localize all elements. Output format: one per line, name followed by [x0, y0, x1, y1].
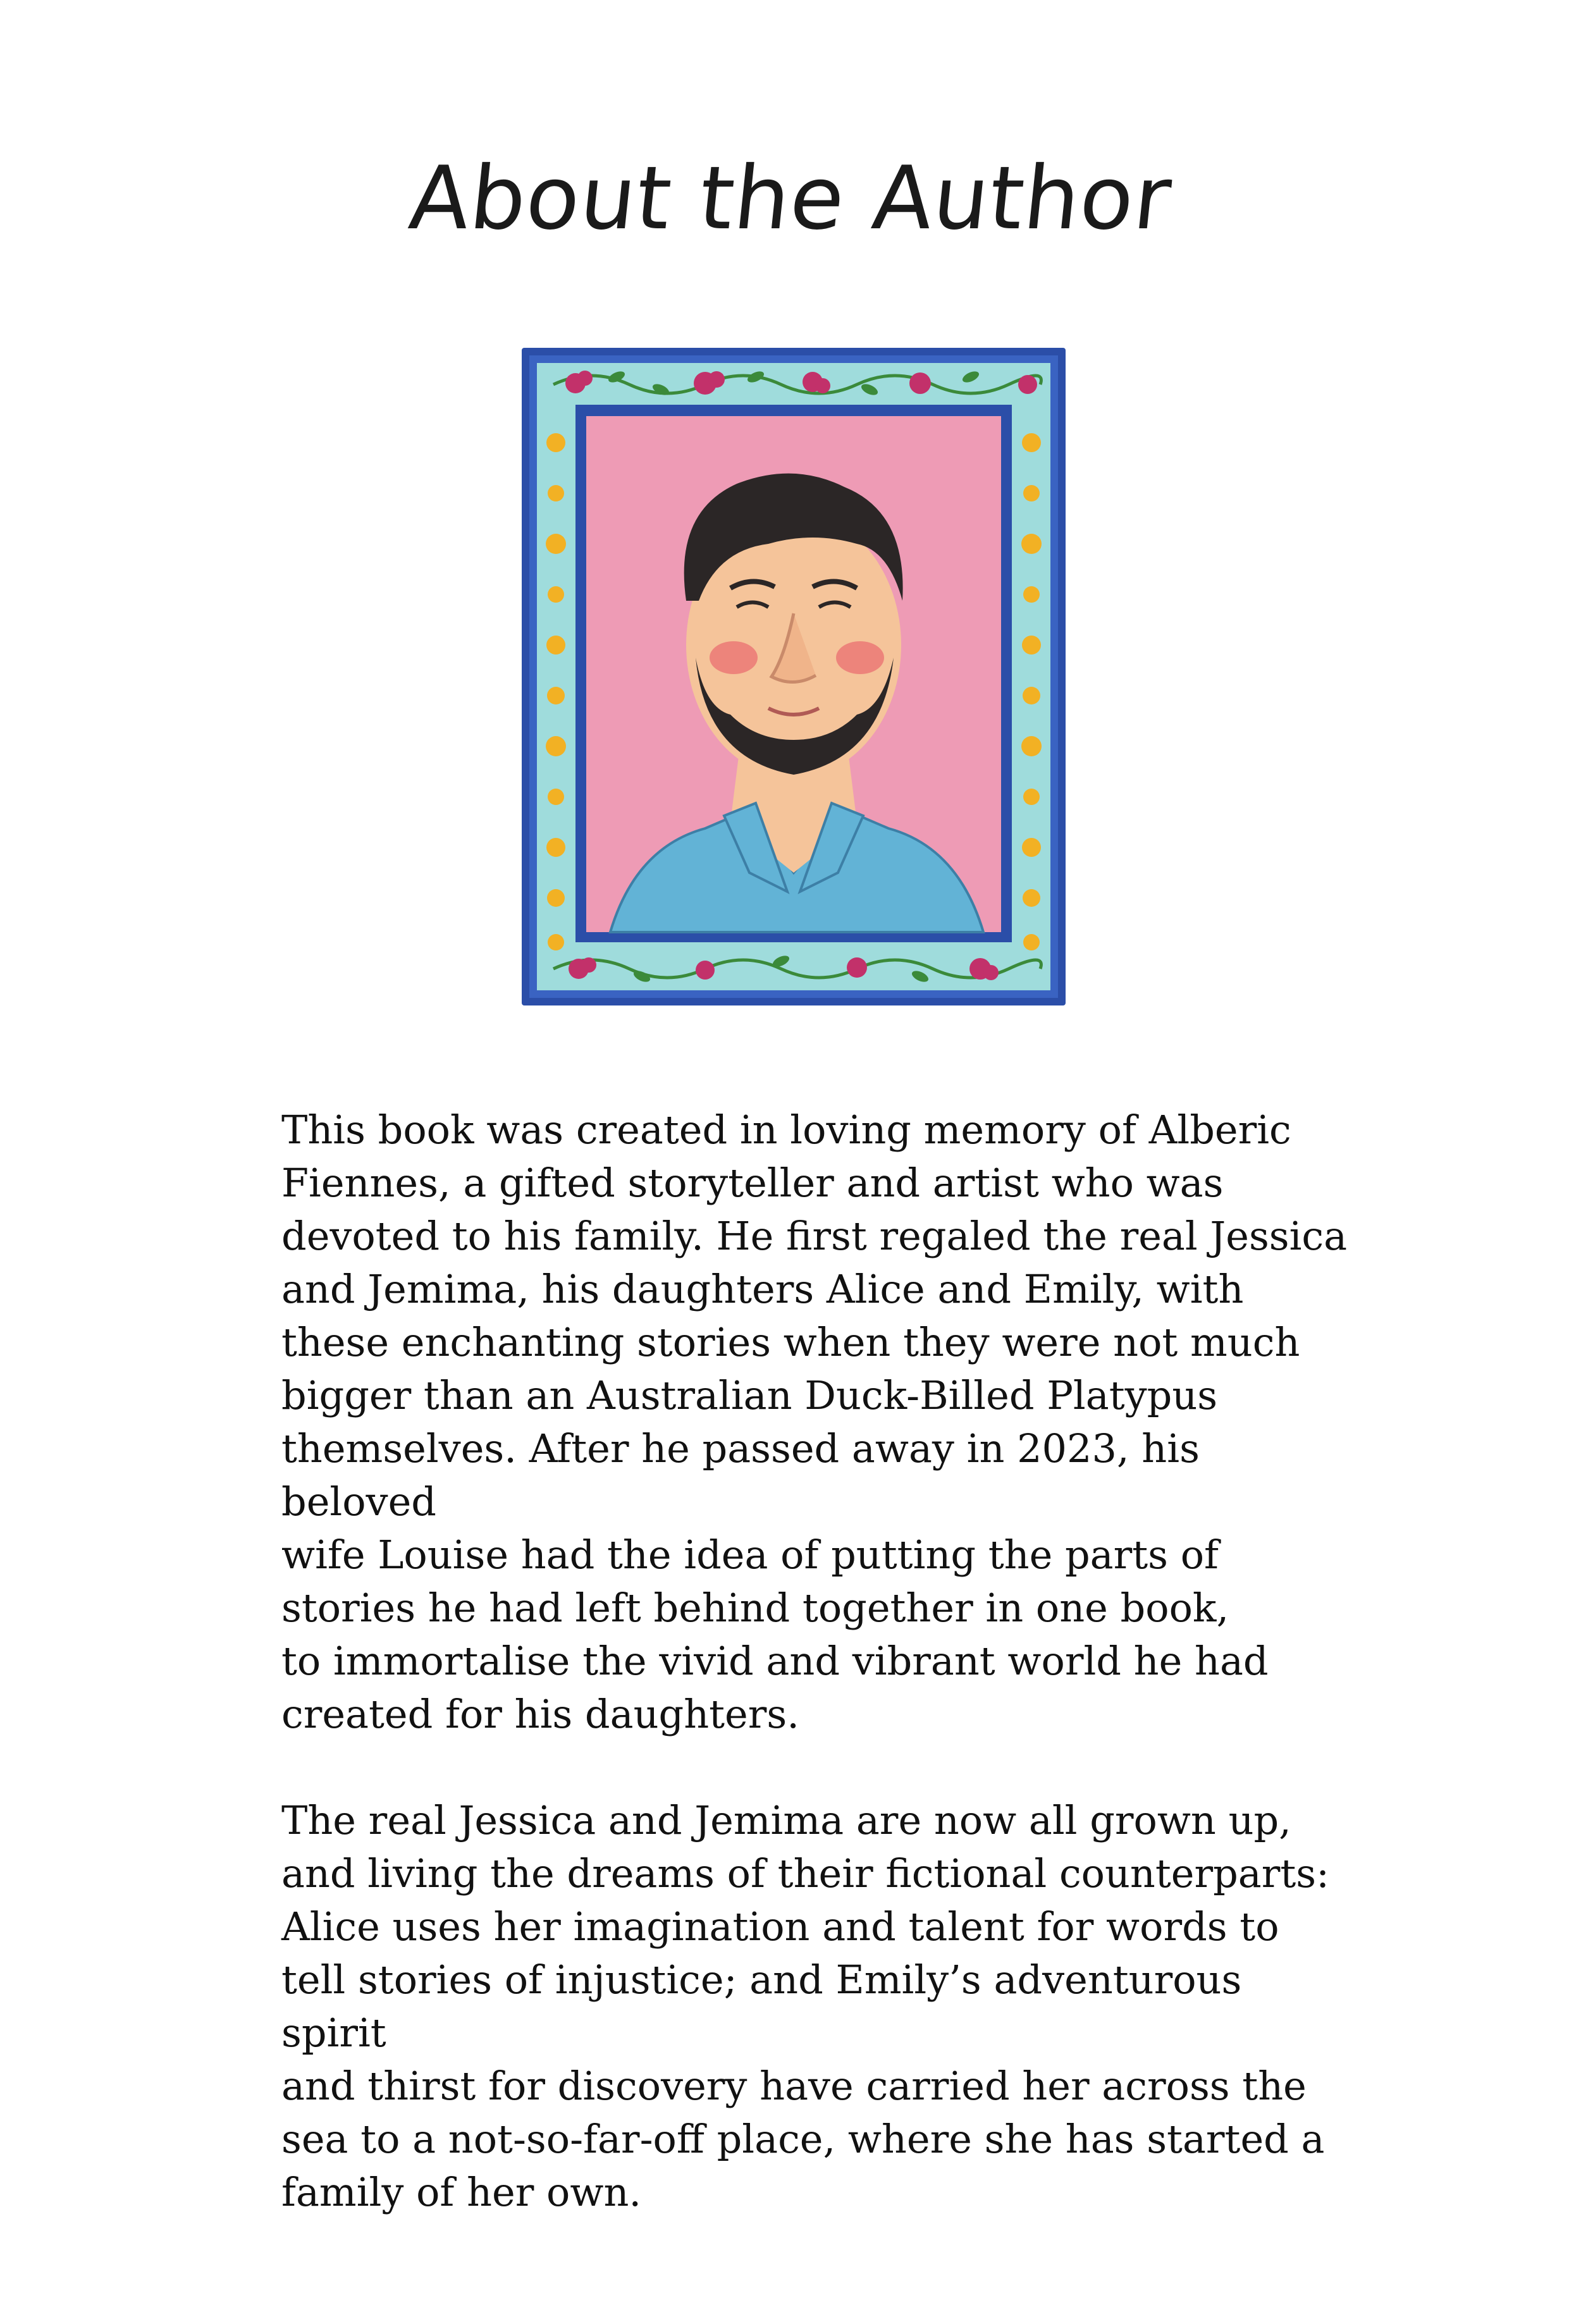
bio-paragraph-2: The real Jessica and Jemima are now all grown up, and living the dreams of their fictional counterparts: Alice uses her imagination and talent for words to tell stories of injustice; and Emily’s adventurous spirit and thirst for discovery have carried her across the sea to a not-so-far-off place, where she has started a family of her own.	[281, 1797, 1330, 2215]
cheek-right	[836, 641, 884, 674]
author-portrait	[515, 304, 1113, 1062]
cheek-left	[710, 641, 758, 674]
author-bio	[281, 1104, 1356, 2219]
page-title: About the Author	[405, 147, 1176, 249]
author-portrait-illustration	[515, 304, 1113, 1062]
bio-paragraph-1: This book was created in loving memory of Alberic Fiennes, a gifted storyteller and artist who was devoted to his family. He first regaled the real Jessica and Jemima, his daughters Alice and Emily, with these enchanting stories when they were not much bigger than an Australian Duck-Billed Platypus themselves. After he passed away in 2023, his beloved wife Louise had the idea of putting the parts of stories he had left behind together in one book, to immortalise the vivid and vibrant world he had created for his daughters.	[281, 1107, 1348, 1737]
